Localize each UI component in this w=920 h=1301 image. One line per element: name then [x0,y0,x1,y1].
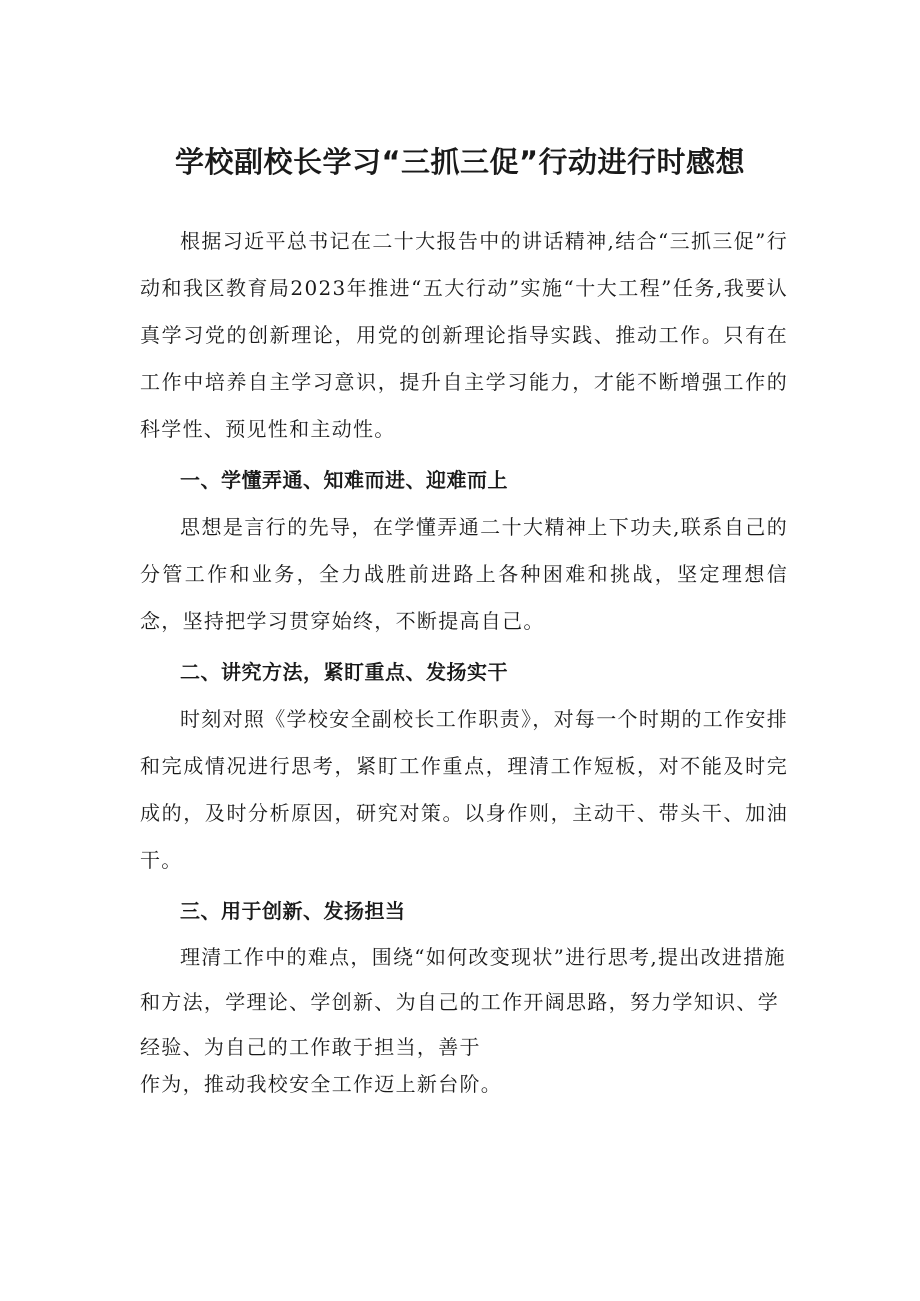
section-3-heading: 三、用于创新、发扬担当 [180,899,406,923]
section-3-paragraph: 理清工作中的难点，围绕“如何改变现状”进行思考,提出改进措施和方法，学理论、学创新、为自己的工作开阔思路，努力学知识、学经验、为自己的工作敢于担当，善于 [140,945,786,1059]
document-title: 学校副校长学习“三抓三促”行动进行时感想 [174,145,746,179]
section-3-paragraph-tail: 作为，推动我校安全工作迈上新台阶。 [140,1072,503,1096]
section-1-paragraph: 思想是言行的先导，在学懂弄通二十大精神上下功夫,联系自己的分管工作和业务，全力战胜前进路上各种困难和挑战，坚定理想信念，坚持把学习贯穿始终，不断提高自己。 [140,515,788,633]
section-2-heading: 二、讲究方法，紧盯重点、发扬实干 [180,660,508,684]
document-body [140,218,788,1098]
section-1-heading: 一、学懂弄通、知难而进、迎难而上 [180,468,508,492]
intro-paragraph: 根据习近平总书记在二十大报告中的讲话精神,结合“三抓三促”行动和我区教育局2023年推进“五大行动”实施“十大工程”任务,我要认真学习党的创新理论，用党的创新理论指导实践、推动工作。只有在工作中培养自主学习意识，提升自主学习能力，才能不断增强工作的科学性、预见性和主动性。 [140,229,788,441]
section-2-paragraph: 时刻对照《学校安全副校长工作职责》，对每一个时期的工作安排和完成情况进行思考，紧盯工作重点，理清工作短板，对不能及时完成的，及时分析原因，研究对策。以身作则，主动干、带头干、加油干。 [140,707,788,872]
